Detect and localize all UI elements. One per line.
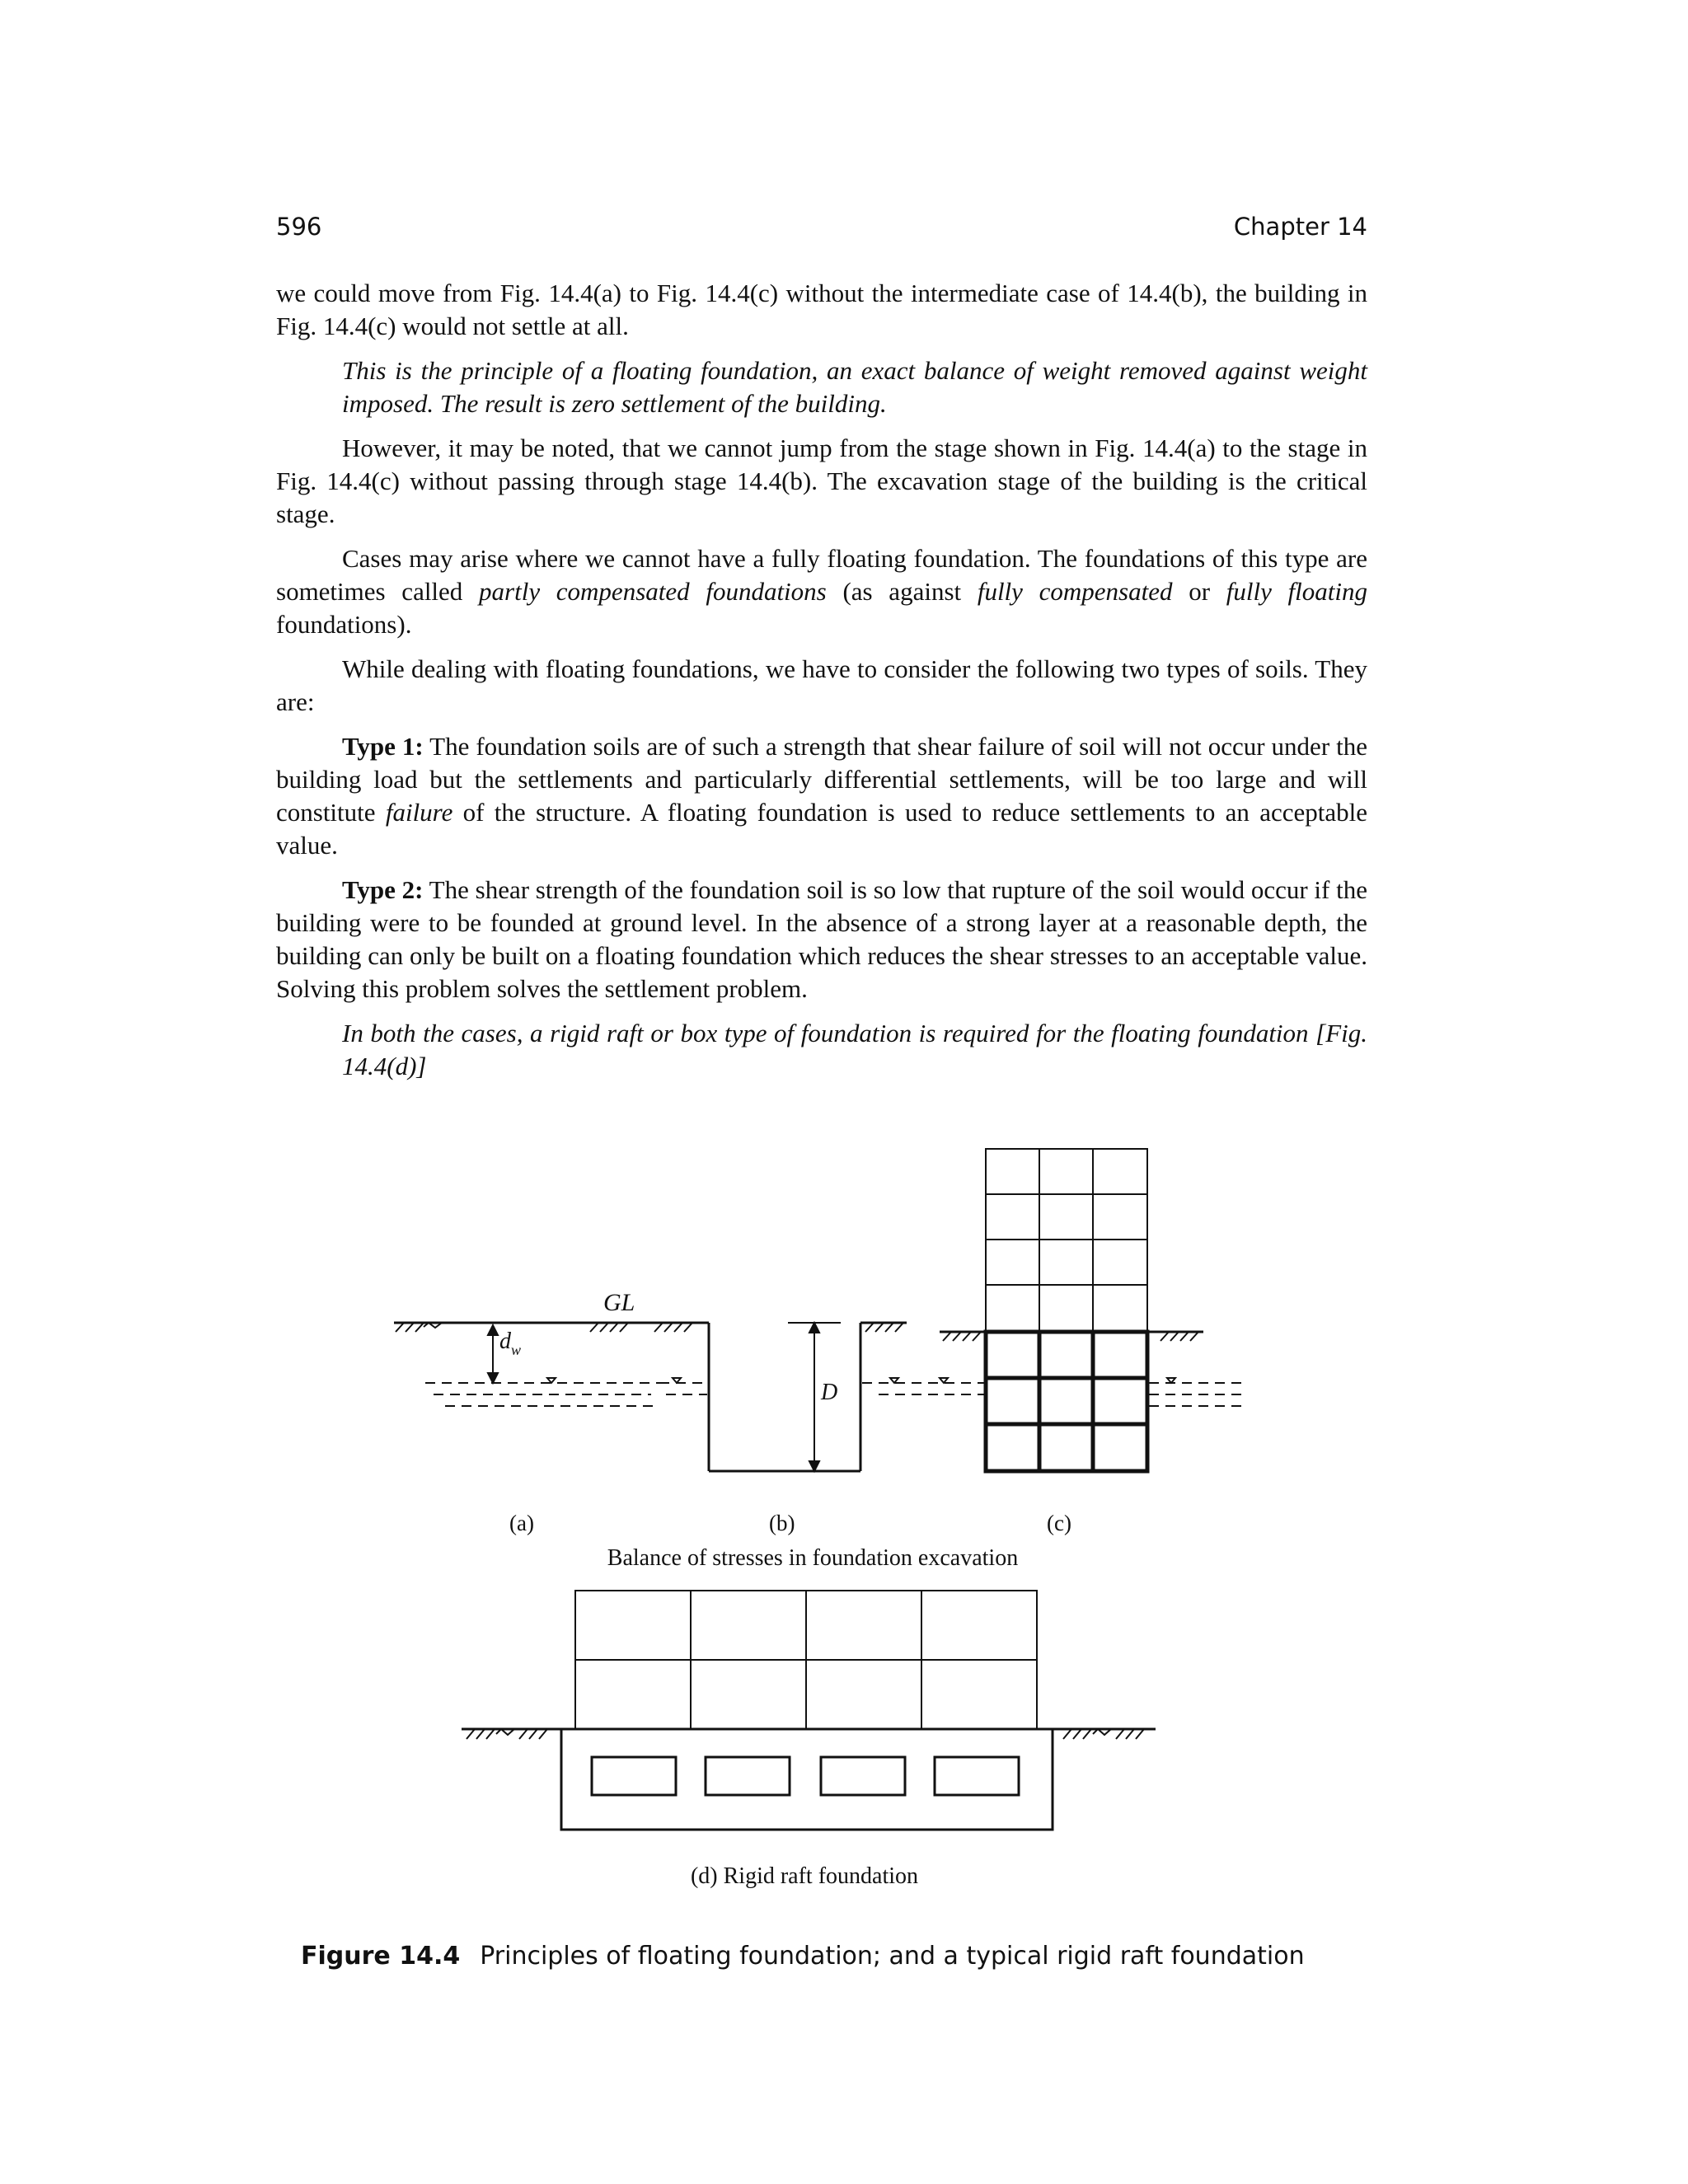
type-1-term-failure: failure (385, 798, 453, 827)
ground-hatch-icon (396, 1323, 692, 1332)
diagram-c (940, 1149, 1245, 1471)
raft-cell (821, 1757, 905, 1795)
raft-box (561, 1729, 1053, 1830)
water-table-c (1149, 1383, 1245, 1406)
subcaption-d: (d) Rigid raft foundation (690, 1863, 919, 1889)
ground-hatch-icon (865, 1323, 903, 1332)
raft-cell (706, 1757, 790, 1795)
p4-text-d: foundations). (276, 610, 412, 639)
type-2-label: Type 2: (342, 875, 424, 904)
p4-text-c: or (1172, 577, 1226, 606)
gl-label: GL (603, 1289, 635, 1316)
diagram-b (709, 1323, 986, 1471)
basement-box (986, 1332, 1147, 1471)
p4-text-b: (as against (826, 577, 978, 606)
paragraph-1: we could move from Fig. 14.4(a) to Fig. 14.4(c) without the intermediate case of 14.4(b), the building in Fig. 14.4(c) would not settle at all. (276, 279, 1367, 340)
type-1-text-b: of the structure. A floating foundation is used to reduce settlements to an acceptable value. (276, 798, 1367, 860)
chapter-heading: Chapter 14 (1233, 213, 1367, 241)
dw-label: $d_w$ (499, 1329, 522, 1358)
depth-label: D (821, 1380, 838, 1405)
figure-caption (301, 1942, 1305, 1971)
raft-cell (935, 1757, 1019, 1795)
figure-caption-label: Figure 14.4 (301, 1942, 461, 1971)
type-1-label: Type 1: (342, 732, 424, 761)
label-a: (a) (509, 1511, 534, 1535)
type-1-text-a: The foundation soils are of such a strength that shear failure of soil will not occur under the building load but the settlements and particularly differential settlements, will be too large and will constitute (276, 732, 1368, 827)
p4-term-fully-floating: fully floating (1226, 577, 1367, 606)
p4-text-a: Cases may arise where we cannot have a fully floating foundation. The foundations of this type are sometimes called (276, 544, 1367, 606)
paragraph-8-rigid-raft: In both the cases, a rigid raft or box type of foundation is required for the floating foundation [Fig. 14.4(d)] (342, 1019, 1367, 1080)
p4-term-partly: partly compensated foundations (479, 577, 827, 606)
diagram-d (462, 1591, 1156, 1830)
label-b: (b) (769, 1511, 795, 1535)
label-c: (c) (1047, 1511, 1071, 1535)
paragraph-5: While dealing with floating foundations, we have to consider the following two types of soils. They are: (276, 654, 1367, 716)
paragraph-3: However, it may be noted, that we cannot jump from the stage shown in Fig. 14.4(a) to the stage in Fig. 14.4(c) without passing through stage 14.4(b). The excavation stage of the building is the critical stage. (276, 434, 1367, 528)
p4-term-fully-compensated: fully compensated (977, 577, 1173, 606)
paragraph-2-principle: This is the principle of a floating foundation, an exact balance of weight removed against weight imposed. The result is zero settlement of the building. (342, 356, 1367, 418)
ground-hatch-icon (467, 1729, 1144, 1739)
diagram-a (394, 1323, 709, 1406)
subcaption-abc: Balance of stresses in foundation excavation (607, 1545, 1019, 1571)
page-number: 596 (276, 213, 322, 241)
water-table-a (425, 1383, 707, 1406)
figure-caption-text: Principles of floating foundation; and a typical rigid raft foundation (480, 1942, 1305, 1971)
raft-cell (592, 1757, 676, 1795)
type-2-text: The shear strength of the foundation soil is so low that rupture of the soil would occur if the building were to be founded at ground level. In the absence of a strong layer at a reasonable depth, the building can only be built on a floating foundation which reduces the shear stresses to an acceptable value. Solving this problem solves the settlement problem. (276, 875, 1367, 1003)
